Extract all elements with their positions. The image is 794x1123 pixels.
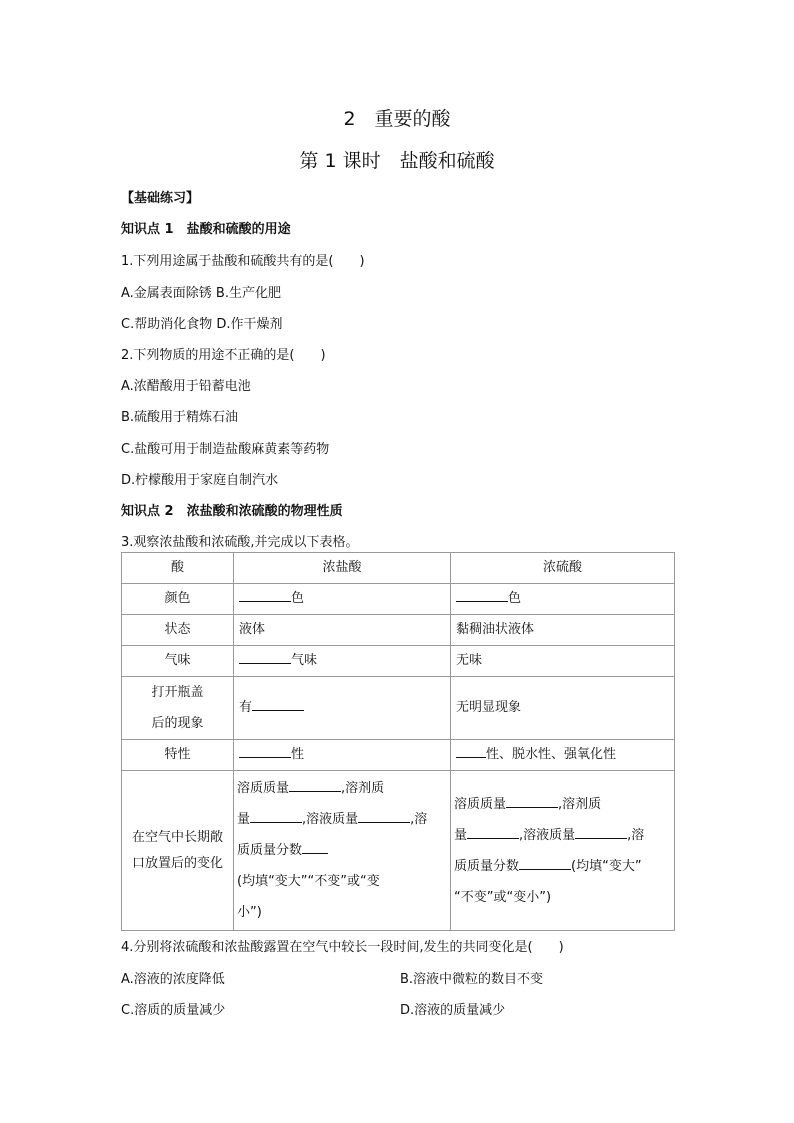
answer-blank[interactable] bbox=[456, 587, 508, 602]
q2-option-b: B.硫酸用于精炼石油 bbox=[121, 410, 239, 425]
hcl-state: 液体 bbox=[234, 615, 451, 646]
answer-blank[interactable] bbox=[519, 855, 571, 870]
hcl-color-cell bbox=[234, 584, 451, 615]
hcl-exp-text: ,溶液质量 bbox=[302, 812, 359, 827]
answer-blank[interactable] bbox=[239, 649, 291, 664]
answer-blank[interactable] bbox=[456, 743, 486, 758]
answer-blank[interactable] bbox=[575, 824, 627, 839]
answer-blank[interactable] bbox=[252, 696, 304, 711]
hcl-smell-suffix: 气味 bbox=[291, 653, 318, 668]
q3-stem: 3.观察浓盐酸和浓硫酸,并完成以下表格。 bbox=[121, 535, 359, 550]
chapter-title: 2 重要的酸 bbox=[343, 108, 451, 130]
hcl-exp-note: (均填“变大”“不变”或“变 bbox=[237, 874, 380, 889]
hcl-color-suffix: 色 bbox=[291, 591, 305, 606]
h2so4-color-suffix: 色 bbox=[508, 591, 522, 606]
q2-option-a: A.浓醋酸用于铅蓄电池 bbox=[121, 379, 251, 394]
hcl-property-cell bbox=[234, 740, 451, 771]
hcl-exp-text: 质质量分数 bbox=[237, 843, 303, 858]
hcl-open-cell bbox=[234, 677, 451, 740]
lesson-title: 第 1 课时 盐酸和硫酸 bbox=[299, 150, 495, 172]
q4-option-b: B.溶液中微粒的数目不变 bbox=[400, 972, 544, 987]
h2so4-smell: 无味 bbox=[451, 646, 675, 677]
q2-option-c: C.盐酸可用于制造盐酸麻黄素等药物 bbox=[121, 442, 330, 457]
answer-blank[interactable] bbox=[250, 808, 302, 823]
q4-option-c: C.溶质的质量减少 bbox=[121, 1003, 226, 1018]
h2so4-exp-text: 质质量分数 bbox=[454, 858, 520, 874]
row-label-open-cap-1: 打开瓶盖 bbox=[151, 685, 204, 700]
hcl-smell-cell bbox=[234, 646, 451, 677]
q4-option-d: D.溶液的质量减少 bbox=[400, 1003, 506, 1018]
section-basic-practice: 【基础练习】 bbox=[121, 191, 200, 206]
h2so4-exp-text: ,溶 bbox=[627, 827, 645, 843]
acid-properties-table bbox=[121, 552, 675, 931]
header-conc-h2so4: 浓硫酸 bbox=[451, 553, 675, 584]
hcl-exp-text: ,溶 bbox=[410, 812, 428, 827]
q1-options-ab: A.金属表面除锈 B.生产化肥 bbox=[121, 286, 281, 301]
row-label-color: 颜色 bbox=[122, 584, 234, 615]
q2-option-d: D.柠檬酸用于家庭自制汽水 bbox=[121, 473, 279, 488]
row-label-open-cap bbox=[122, 677, 234, 740]
h2so4-state: 黏稠油状液体 bbox=[451, 615, 675, 646]
q1-options-cd: C.帮助消化食物 D.作干燥剂 bbox=[121, 317, 283, 332]
answer-blank[interactable] bbox=[239, 587, 291, 602]
hcl-open-prefix: 有 bbox=[239, 700, 253, 715]
answer-blank[interactable] bbox=[506, 793, 558, 808]
q1-stem: 1.下列用途属于盐酸和硫酸共有的是( ) bbox=[121, 254, 365, 269]
row-label-state: 状态 bbox=[122, 615, 234, 646]
h2so4-exp-text: 溶质质量 bbox=[454, 796, 507, 812]
q2-stem: 2.下列物质的用途不正确的是( ) bbox=[121, 348, 326, 363]
h2so4-exp-text: ,溶液质量 bbox=[519, 827, 576, 843]
knowledge-point-1: 知识点 1 盐酸和硫酸的用途 bbox=[121, 222, 291, 237]
h2so4-exp-note: (均填“变大” bbox=[571, 858, 642, 874]
h2so4-color-cell bbox=[451, 584, 675, 615]
h2so4-exposed-cell bbox=[451, 771, 675, 931]
h2so4-exp-text: 量 bbox=[454, 827, 468, 843]
row-label-property: 特性 bbox=[122, 740, 234, 771]
h2so4-open: 无明显现象 bbox=[451, 677, 675, 740]
hcl-exp-text: 溶质质量 bbox=[237, 781, 290, 796]
hcl-exp-text: ,溶剂质 bbox=[341, 781, 385, 796]
row-label-smell: 气味 bbox=[122, 646, 234, 677]
row-label-open-cap-2: 后的现象 bbox=[151, 716, 204, 731]
h2so4-exp-text: ,溶剂质 bbox=[558, 796, 602, 812]
hcl-exp-text: 量 bbox=[237, 812, 251, 827]
hcl-exposed-cell bbox=[234, 771, 451, 931]
row-label-exposed: 在空气中长期敞口放置后的变化 bbox=[122, 771, 234, 931]
answer-blank[interactable] bbox=[358, 808, 410, 823]
header-conc-hcl: 浓盐酸 bbox=[234, 553, 451, 584]
q4-stem: 4.分别将浓硫酸和浓盐酸露置在空气中较长一段时间,发生的共同变化是( ) bbox=[121, 940, 564, 955]
answer-blank[interactable] bbox=[302, 839, 328, 854]
h2so4-property-suffix: 性、脱水性、强氧化性 bbox=[486, 747, 617, 762]
hcl-property-suffix: 性 bbox=[291, 747, 305, 762]
q4-option-a: A.溶液的浓度降低 bbox=[121, 972, 225, 987]
answer-blank[interactable] bbox=[289, 777, 341, 792]
hcl-exp-note: 小”) bbox=[237, 905, 262, 920]
answer-blank[interactable] bbox=[239, 743, 291, 758]
h2so4-property-cell bbox=[451, 740, 675, 771]
answer-blank[interactable] bbox=[467, 824, 519, 839]
header-acid: 酸 bbox=[122, 553, 234, 584]
knowledge-point-2: 知识点 2 浓盐酸和浓硫酸的物理性质 bbox=[121, 504, 343, 519]
h2so4-exp-note: “不变”或“变小”) bbox=[454, 889, 552, 905]
